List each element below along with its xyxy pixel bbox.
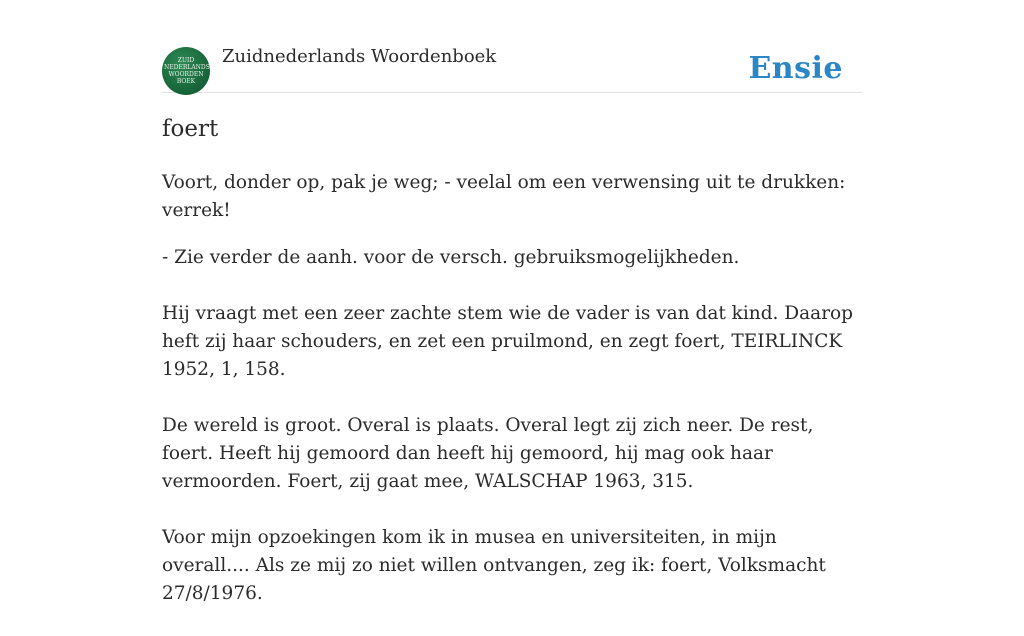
logo-text: ZUID NEDERLANDS WOORDEN BOEK xyxy=(164,57,210,85)
usage-note: - Zie verder de aanh. voor de versch. gebruiksmogelijkheden. xyxy=(162,247,740,268)
entry-content xyxy=(162,169,862,636)
quote-3: Voor mijn opzoekingen kom ik in musea en universiteiten, in mijn overall.... Als ze mij zo niet willen ontvangen, zeg ik: foert, Volksmacht 27/8/1976. xyxy=(162,527,826,604)
definition: Voort, donder op, pak je weg; - veelal om een verwensing uit te drukken: verrek! xyxy=(162,172,846,221)
headword: foert xyxy=(162,116,219,142)
quote-1: Hij vraagt met een zeer zachte stem wie de vader is van dat kind. Daarop heft zij haar schouders, en zet een pruilmond, en zegt foert, TEIRLINCK 1952, 1, 158. xyxy=(162,303,854,380)
site-title[interactable]: Zuidnederlands Woordenboek xyxy=(222,46,497,67)
quote-2: De wereld is groot. Overal is plaats. Overal legt zij zich neer. De rest, foert. Heeft hij gemoord dan heeft hij gemoord, hij mag ook haar vermoorden. Foert, zij gaat mee, WALSCHAP 1963, 315. xyxy=(162,415,814,492)
ensie-brand-logo[interactable]: Ensie xyxy=(748,51,843,86)
dictionary-logo[interactable] xyxy=(162,47,210,95)
site-header xyxy=(162,45,862,93)
